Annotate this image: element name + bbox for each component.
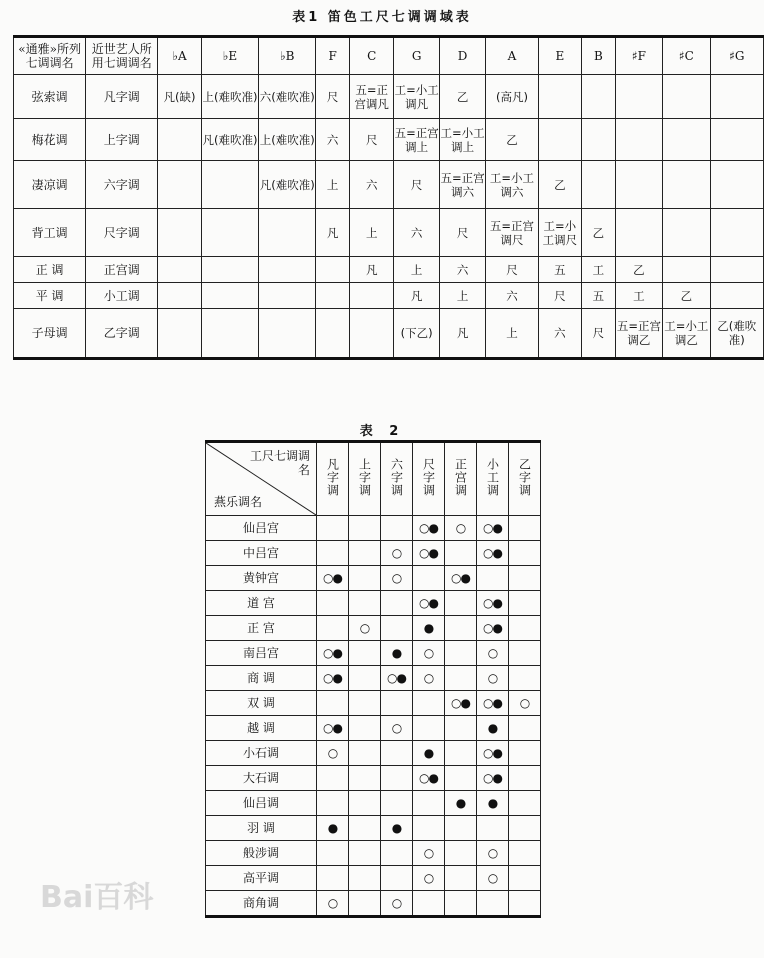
yanyue-mode-name: 商角调: [206, 891, 317, 917]
table1-body: [14, 75, 764, 359]
table1-row: [14, 283, 764, 309]
mark-cell: [381, 841, 413, 866]
range-cell: 六(难吹准): [259, 75, 316, 119]
table2-body: [206, 516, 541, 917]
table2-row: [206, 741, 541, 766]
mark-cell: ○: [381, 566, 413, 591]
range-cell: 乙: [439, 75, 485, 119]
table2-diagonal-header: [206, 442, 317, 516]
range-cell: [663, 257, 710, 283]
mark-cell: [509, 716, 541, 741]
mode-column-label: 上字调: [357, 458, 372, 497]
mark-cell: ●: [445, 791, 477, 816]
modern-key-name: 小工调: [86, 283, 158, 309]
range-cell: [710, 257, 763, 283]
range-cell: [710, 283, 763, 309]
range-cell: 上: [439, 283, 485, 309]
mark-cell: [381, 616, 413, 641]
mark-cell: ○: [381, 891, 413, 917]
range-cell: 五: [582, 283, 616, 309]
mark-cell: ○●: [445, 566, 477, 591]
yanyue-mode-name: 双 调: [206, 691, 317, 716]
range-cell: 乙: [663, 283, 710, 309]
range-cell: [316, 309, 350, 359]
yanyue-mode-name: 仙吕调: [206, 791, 317, 816]
range-cell: [259, 283, 316, 309]
mark-cell: [509, 591, 541, 616]
mark-cell: ○●: [477, 741, 509, 766]
tongya-key-name: 梅花调: [14, 119, 86, 161]
table2-row: [206, 891, 541, 917]
range-cell: [158, 161, 202, 209]
mark-cell: ○: [477, 666, 509, 691]
range-cell: [663, 161, 710, 209]
range-cell: [615, 209, 662, 257]
range-cell: 工: [615, 283, 662, 309]
range-cell: 工=小工调六: [486, 161, 538, 209]
mark-cell: [413, 891, 445, 917]
range-cell: 上(难吹准): [201, 75, 258, 119]
range-cell: [349, 309, 393, 359]
mark-cell: [317, 516, 349, 541]
range-cell: [259, 209, 316, 257]
range-cell: 尺: [439, 209, 485, 257]
mark-cell: [445, 741, 477, 766]
range-cell: [582, 161, 616, 209]
mode-column-header: [381, 442, 413, 516]
key-header: ♭E: [201, 37, 258, 75]
mark-cell: ○●: [317, 716, 349, 741]
range-cell: 上: [394, 257, 439, 283]
mark-cell: ○●: [381, 666, 413, 691]
mark-cell: ○●: [477, 516, 509, 541]
mark-cell: ●: [477, 791, 509, 816]
mark-cell: [413, 716, 445, 741]
mark-cell: ○: [381, 541, 413, 566]
mark-cell: [477, 816, 509, 841]
mark-cell: [381, 766, 413, 791]
mark-cell: [317, 591, 349, 616]
range-cell: 五: [538, 257, 581, 283]
mark-cell: ○●: [445, 691, 477, 716]
mark-cell: ○: [317, 891, 349, 917]
mark-cell: [317, 691, 349, 716]
table1-header-modern: 近世艺人所用七调调名: [86, 37, 158, 75]
range-cell: 六: [439, 257, 485, 283]
table2-row: [206, 541, 541, 566]
mark-cell: [445, 866, 477, 891]
mark-cell: ○●: [413, 516, 445, 541]
mark-cell: [317, 866, 349, 891]
table2-row: [206, 816, 541, 841]
mark-cell: ○: [413, 641, 445, 666]
yanyue-mode-name: 道 宫: [206, 591, 317, 616]
mark-cell: [349, 566, 381, 591]
range-cell: 尺: [316, 75, 350, 119]
range-cell: [158, 209, 202, 257]
mark-cell: [349, 866, 381, 891]
key-header: ♯G: [710, 37, 763, 75]
mark-cell: ○: [477, 841, 509, 866]
mark-cell: ○●: [477, 616, 509, 641]
mode-column-label: 凡字调: [325, 458, 340, 497]
key-header: ♭A: [158, 37, 202, 75]
mark-cell: [317, 766, 349, 791]
mark-cell: ○●: [413, 541, 445, 566]
mark-cell: ○: [477, 866, 509, 891]
mark-cell: [509, 891, 541, 917]
yanyue-mode-name: 大石调: [206, 766, 317, 791]
tongya-key-name: 弦索调: [14, 75, 86, 119]
range-cell: 乙: [538, 161, 581, 209]
mode-column-label: 正宫调: [453, 458, 468, 497]
range-cell: 六: [316, 119, 350, 161]
table2-row: [206, 566, 541, 591]
tongya-key-name: 平 调: [14, 283, 86, 309]
mark-cell: [509, 866, 541, 891]
range-cell: 五=正宫调六: [439, 161, 485, 209]
mark-cell: [509, 791, 541, 816]
diag-bottom-label: 燕乐调名: [214, 495, 263, 509]
mark-cell: [445, 816, 477, 841]
mark-cell: ○: [509, 691, 541, 716]
mark-cell: [413, 566, 445, 591]
mark-cell: ○●: [317, 566, 349, 591]
range-cell: (下乙): [394, 309, 439, 359]
range-cell: 六: [486, 283, 538, 309]
table2: [205, 440, 541, 918]
range-cell: 乙: [582, 209, 616, 257]
mark-cell: ○●: [477, 591, 509, 616]
mark-cell: [349, 841, 381, 866]
mark-cell: [381, 791, 413, 816]
range-cell: [663, 75, 710, 119]
mark-cell: [509, 741, 541, 766]
range-cell: 凡: [349, 257, 393, 283]
mark-cell: [413, 816, 445, 841]
mode-column-label: 尺字调: [421, 458, 436, 497]
range-cell: 乙: [486, 119, 538, 161]
mark-cell: ○: [477, 641, 509, 666]
range-cell: 凡: [316, 209, 350, 257]
range-cell: [710, 161, 763, 209]
mark-cell: [509, 766, 541, 791]
mark-cell: ○: [445, 516, 477, 541]
range-cell: 工=小工调乙: [663, 309, 710, 359]
range-cell: 上(难吹准): [259, 119, 316, 161]
yanyue-mode-name: 中吕宫: [206, 541, 317, 566]
mark-cell: ○: [349, 616, 381, 641]
range-cell: [663, 209, 710, 257]
mark-cell: [381, 516, 413, 541]
table2-header-row: [206, 442, 541, 516]
range-cell: [582, 119, 616, 161]
range-cell: [349, 283, 393, 309]
table2-row: [206, 841, 541, 866]
key-header: E: [538, 37, 581, 75]
mark-cell: [349, 591, 381, 616]
range-cell: 尺: [394, 161, 439, 209]
range-cell: 工=小工调凡: [394, 75, 439, 119]
mark-cell: [381, 691, 413, 716]
range-cell: 五=正宫调凡: [349, 75, 393, 119]
mark-cell: [509, 816, 541, 841]
yanyue-mode-name: 南吕宫: [206, 641, 317, 666]
mark-cell: [317, 841, 349, 866]
mark-cell: ○: [413, 866, 445, 891]
key-header: A: [486, 37, 538, 75]
range-cell: 乙: [615, 257, 662, 283]
key-header: D: [439, 37, 485, 75]
range-cell: 六: [394, 209, 439, 257]
range-cell: 凡: [394, 283, 439, 309]
range-cell: [201, 257, 258, 283]
mark-cell: ○: [317, 741, 349, 766]
table2-title: 表 2: [359, 424, 405, 439]
range-cell: 尺: [582, 309, 616, 359]
mark-cell: [381, 741, 413, 766]
table2-row: [206, 591, 541, 616]
table1-row: [14, 75, 764, 119]
range-cell: 五=正宫调上: [394, 119, 439, 161]
modern-key-name: 凡字调: [86, 75, 158, 119]
modern-key-name: 乙字调: [86, 309, 158, 359]
mark-cell: [349, 516, 381, 541]
key-header: ♯C: [663, 37, 710, 75]
mark-cell: [349, 641, 381, 666]
range-cell: [259, 309, 316, 359]
range-cell: [201, 283, 258, 309]
mark-cell: [509, 516, 541, 541]
range-cell: 工=小工调尺: [538, 209, 581, 257]
mark-cell: ○●: [413, 591, 445, 616]
mark-cell: [445, 641, 477, 666]
key-header: G: [394, 37, 439, 75]
table2-row: [206, 866, 541, 891]
mark-cell: ●: [381, 816, 413, 841]
mark-cell: [445, 666, 477, 691]
range-cell: 工: [582, 257, 616, 283]
range-cell: 尺: [486, 257, 538, 283]
range-cell: [201, 161, 258, 209]
table2-row: [206, 666, 541, 691]
mode-column-header: [349, 442, 381, 516]
table2-row: [206, 616, 541, 641]
table2-row: [206, 516, 541, 541]
mark-cell: [445, 766, 477, 791]
mode-column-header: [445, 442, 477, 516]
mode-column-header: [477, 442, 509, 516]
mark-cell: [477, 891, 509, 917]
table1-header-row: [14, 37, 764, 75]
range-cell: 五=正宫调尺: [486, 209, 538, 257]
mode-column-label: 小工调: [485, 458, 500, 497]
mark-cell: ○●: [317, 641, 349, 666]
mark-cell: ●: [317, 816, 349, 841]
mark-cell: [317, 541, 349, 566]
diag-top-label: 工尺七调调名: [250, 449, 311, 477]
range-cell: [158, 257, 202, 283]
mark-cell: ○●: [477, 541, 509, 566]
table1-title: 表1 笛色工尺七调调域表: [292, 10, 472, 25]
mark-cell: [381, 591, 413, 616]
mark-cell: ○●: [413, 766, 445, 791]
mode-column-label: 六字调: [389, 458, 404, 497]
range-cell: 六: [349, 161, 393, 209]
key-header: ♯F: [615, 37, 662, 75]
range-cell: [710, 119, 763, 161]
range-cell: 凡(难吹准): [259, 161, 316, 209]
range-cell: [158, 283, 202, 309]
mark-cell: [349, 716, 381, 741]
modern-key-name: 上字调: [86, 119, 158, 161]
range-cell: [316, 283, 350, 309]
mark-cell: [349, 816, 381, 841]
mark-cell: [349, 766, 381, 791]
key-header: C: [349, 37, 393, 75]
mark-cell: ○: [413, 841, 445, 866]
range-cell: 凡(缺): [158, 75, 202, 119]
mark-cell: [509, 566, 541, 591]
tongya-key-name: 子母调: [14, 309, 86, 359]
mark-cell: [477, 566, 509, 591]
yanyue-mode-name: 羽 调: [206, 816, 317, 841]
yanyue-mode-name: 仙吕宫: [206, 516, 317, 541]
yanyue-mode-name: 般涉调: [206, 841, 317, 866]
table1: [13, 35, 764, 360]
range-cell: [615, 161, 662, 209]
range-cell: 上: [486, 309, 538, 359]
table2-row: [206, 766, 541, 791]
mark-cell: [445, 841, 477, 866]
range-cell: [538, 75, 581, 119]
mark-cell: [413, 691, 445, 716]
mark-cell: [317, 616, 349, 641]
yanyue-mode-name: 商 调: [206, 666, 317, 691]
mark-cell: ○●: [477, 691, 509, 716]
range-cell: 五=正宫调乙: [615, 309, 662, 359]
mark-cell: ○●: [317, 666, 349, 691]
range-cell: [259, 257, 316, 283]
mark-cell: ○: [381, 716, 413, 741]
mark-cell: ●: [413, 616, 445, 641]
mark-cell: ○●: [477, 766, 509, 791]
mark-cell: [349, 666, 381, 691]
range-cell: [663, 119, 710, 161]
mark-cell: [317, 791, 349, 816]
range-cell: 尺: [538, 283, 581, 309]
mark-cell: [381, 866, 413, 891]
mark-cell: [349, 791, 381, 816]
range-cell: [582, 75, 616, 119]
range-cell: 上: [349, 209, 393, 257]
mark-cell: [509, 841, 541, 866]
mark-cell: ●: [381, 641, 413, 666]
tongya-key-name: 背工调: [14, 209, 86, 257]
mode-column-header: [413, 442, 445, 516]
mark-cell: [445, 716, 477, 741]
range-cell: [316, 257, 350, 283]
table1-row: [14, 209, 764, 257]
mark-cell: [349, 541, 381, 566]
range-cell: [615, 75, 662, 119]
table1-row: [14, 119, 764, 161]
mark-cell: [445, 541, 477, 566]
mark-cell: ●: [413, 741, 445, 766]
range-cell: [158, 119, 202, 161]
range-cell: 凡(难吹准): [201, 119, 258, 161]
yanyue-mode-name: 小石调: [206, 741, 317, 766]
table2-row: [206, 641, 541, 666]
mark-cell: [509, 641, 541, 666]
table2-row: [206, 716, 541, 741]
tongya-key-name: 正 调: [14, 257, 86, 283]
mark-cell: [509, 666, 541, 691]
range-cell: 六: [538, 309, 581, 359]
key-header: ♭B: [259, 37, 316, 75]
yanyue-mode-name: 越 调: [206, 716, 317, 741]
mode-column-label: 乙字调: [517, 458, 532, 497]
mode-column-header: [509, 442, 541, 516]
range-cell: [710, 209, 763, 257]
mode-column-header: [317, 442, 349, 516]
key-header: B: [582, 37, 616, 75]
range-cell: [710, 75, 763, 119]
mark-cell: [413, 791, 445, 816]
mark-cell: [445, 616, 477, 641]
range-cell: [201, 209, 258, 257]
mark-cell: [509, 616, 541, 641]
table1-header-tongya: «通雅»所列七调调名: [14, 37, 86, 75]
range-cell: 凡: [439, 309, 485, 359]
modern-key-name: 正宫调: [86, 257, 158, 283]
mark-cell: [349, 741, 381, 766]
baidu-watermark: Bai百科: [40, 880, 154, 915]
table1-row: [14, 257, 764, 283]
modern-key-name: 尺字调: [86, 209, 158, 257]
range-cell: [615, 119, 662, 161]
range-cell: 尺: [349, 119, 393, 161]
range-cell: [201, 309, 258, 359]
mark-cell: [509, 541, 541, 566]
yanyue-mode-name: 正 宫: [206, 616, 317, 641]
table1-row: [14, 309, 764, 359]
range-cell: [538, 119, 581, 161]
mark-cell: ●: [477, 716, 509, 741]
yanyue-mode-name: 黄钟宫: [206, 566, 317, 591]
mark-cell: [445, 591, 477, 616]
table1-row: [14, 161, 764, 209]
mark-cell: [349, 891, 381, 917]
range-cell: (高凡): [486, 75, 538, 119]
range-cell: [158, 309, 202, 359]
key-header: F: [316, 37, 350, 75]
mark-cell: [349, 691, 381, 716]
range-cell: 上: [316, 161, 350, 209]
table2-row: [206, 791, 541, 816]
mark-cell: ○: [413, 666, 445, 691]
mark-cell: [445, 891, 477, 917]
yanyue-mode-name: 高平调: [206, 866, 317, 891]
tongya-key-name: 凄凉调: [14, 161, 86, 209]
range-cell: 工=小工调上: [439, 119, 485, 161]
modern-key-name: 六字调: [86, 161, 158, 209]
table2-row: [206, 691, 541, 716]
range-cell: 乙(难吹准): [710, 309, 763, 359]
